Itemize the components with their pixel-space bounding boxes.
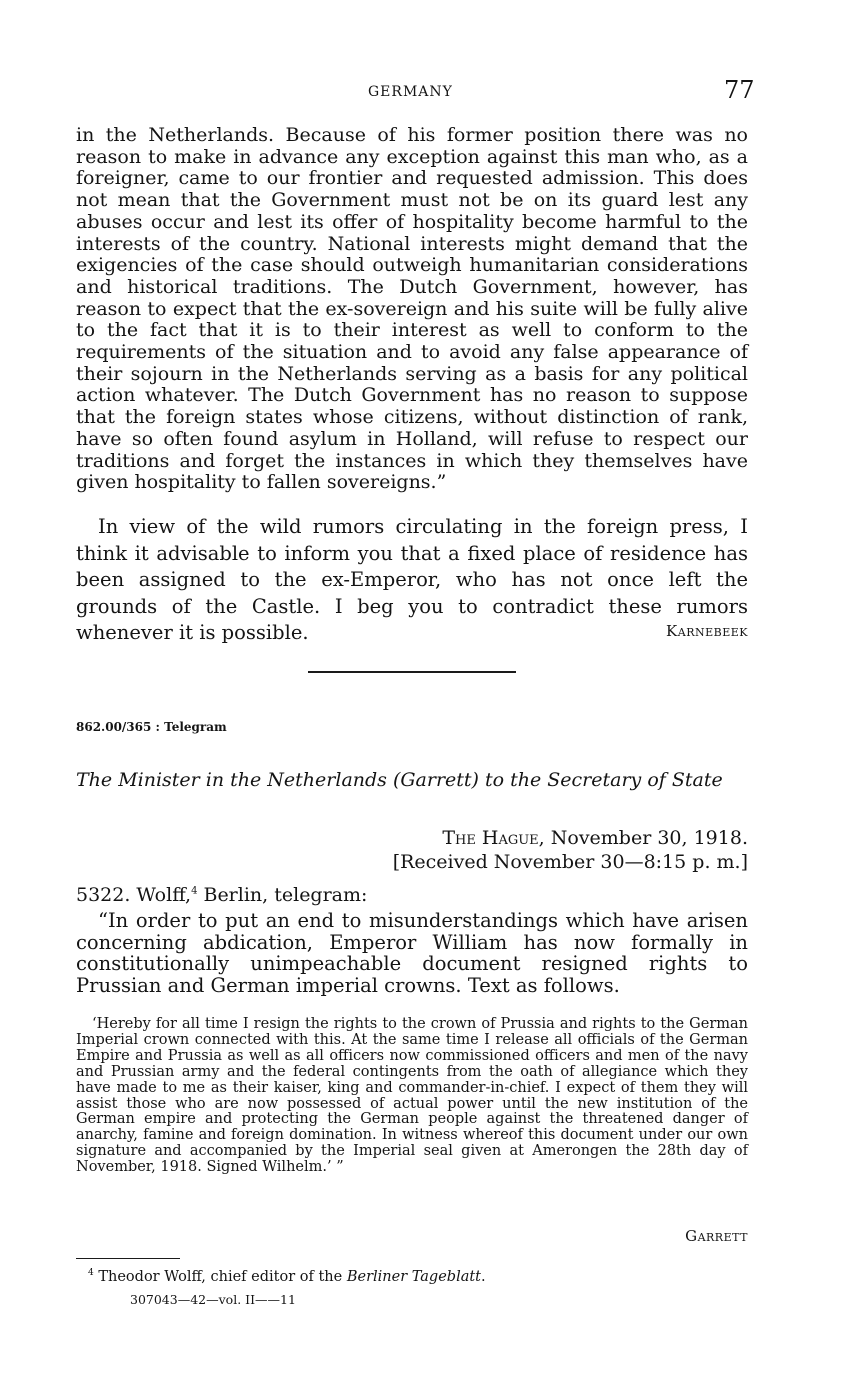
body-paragraph-2: In view of the wild rumors circulating in the foreign press, I think it advisable to inform you that a fixed place of residence has been assigned to the ex-Emperor, who has not once left the grounds of the Castle. I beg you to contradict these rumors whenever it is possible.: [76, 515, 748, 644]
footnote-publication: Berliner Tageblatt: [346, 1268, 482, 1285]
dateline-place: The Hague: [442, 827, 539, 849]
file-number: 862.00/365 : Telegram: [76, 720, 227, 734]
footnote-rule: [76, 1258, 180, 1259]
document-heading: The Minister in the Netherlands (Garrett) to the Secretary of State: [76, 769, 723, 791]
body-paragraph-1: in the Netherlands. Because of his former position there was no reason to make in advance any exception against this man who, as a foreigner, came to our frontier and requested admission. This does not mean that the Government must not be on its guard lest any abuses occur and lest its offer of hospitality become harmful to the interests of the country. National interests might demand that the exigencies of the case should outweigh humanitarian considerations and historical traditions. The Dutch Government, however, has reason to expect that the ex-sovereign and his suite will be fully alive to the fact that it is to their interest as well to conform to the requirements of the situation and to avoid any false appearance of their sojourn in the Netherlands serving as a basis for any political action whatever. The Dutch Government has no reason to suppose that the foreign states whose citizens, without distinction of rank, have so often found asylum in Holland, will refuse to respect our traditions and forget the instances in which they themselves have given hospitality to fallen sovereigns.”: [76, 124, 748, 494]
telegram-intro-pre: 5322. Wolff,: [76, 884, 192, 906]
telegram-intro: [76, 884, 367, 906]
running-head: [0, 76, 850, 110]
section-divider: [308, 671, 516, 673]
footnote-marker: 4: [88, 1268, 94, 1278]
dateline: [442, 827, 748, 849]
telegram-intro-post: Berlin, telegram:: [197, 884, 368, 906]
telegram-paragraph: “In order to put an end to misunderstandings which have arisen concerning abdication, Emperor William has now formally in constitutionally unimpeachable document resigned rights to Prussian and German imperial crowns. Text as follows.: [76, 909, 748, 997]
print-code: 307043—42—vol. II——11: [130, 1292, 296, 1307]
footnote-text-pre: Theodor Wolff, chief editor of the: [98, 1268, 347, 1285]
signature-garrett: Garrett: [685, 1227, 748, 1245]
running-head-title: GERMANY: [368, 84, 453, 100]
signature-karnebeek: Karnebeek: [666, 622, 748, 640]
footnote-text-post: .: [481, 1268, 486, 1285]
dateline-date: , November 30, 1918.: [538, 827, 748, 849]
footnote-ref: 4: [191, 885, 198, 897]
received-line: [Received November 30—8:15 p. m.]: [392, 851, 748, 873]
footnote: [88, 1268, 486, 1285]
abdication-quote: ‘Hereby for all time I resign the rights to the crown of Prussia and rights to the German Imperial crown connected with this. At the same time I release all officials of the German Empire and Prussia as well as all officers now commissioned officers and men of the navy and Prussian army and the federal contingents from the oath of allegiance which they have made to me as their kaiser, king and commander-in-chief. I expect of them they will assist those who are now possessed of actual power until the new institution of the German empire and protecting the German people against the threatened danger of anarchy, famine and foreign domination. In witness whereof this document under our own signature and accompanied by the Imperial seal given at Amerongen the 28th day of November, 1918. Signed Wilhelm.’ ”: [76, 1016, 748, 1176]
page-number: 77: [724, 76, 755, 104]
